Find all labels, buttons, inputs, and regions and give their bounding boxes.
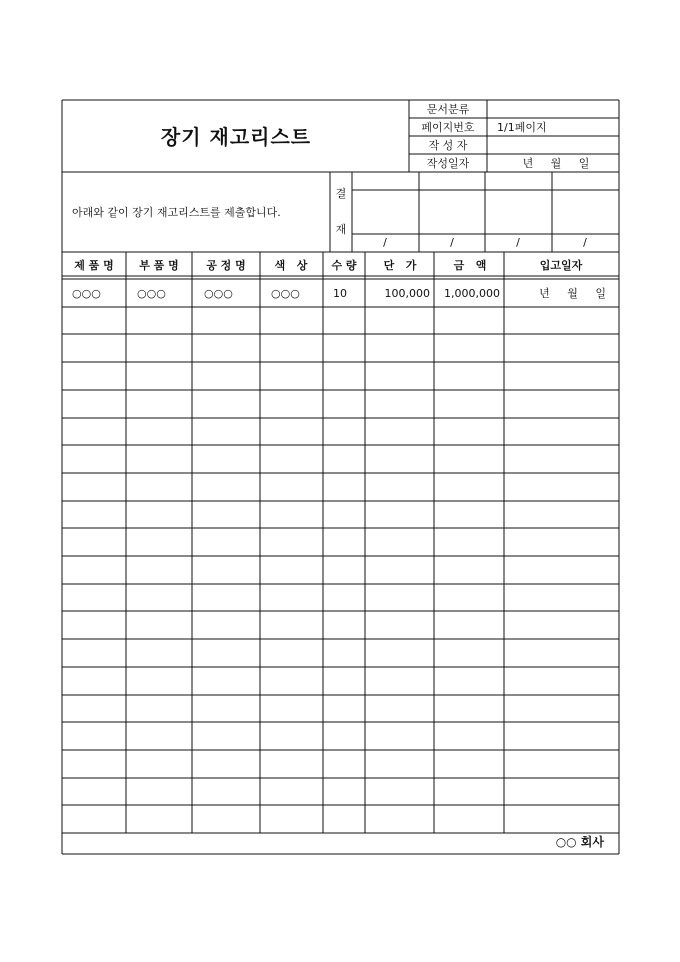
column-header-quantity: 수 량 xyxy=(331,259,357,272)
meta-value-date[interactable]: 년 월 일 xyxy=(522,157,590,170)
table-cell-process: ○○○ xyxy=(204,287,233,300)
table-cell-product: ○○○ xyxy=(72,287,101,300)
approval-date-mark: / xyxy=(450,236,454,249)
column-header-unit-price: 단 가 xyxy=(383,259,417,272)
column-header-process: 공 정 명 xyxy=(206,259,246,272)
meta-label-category: 문서분류 xyxy=(426,103,470,116)
meta-value-page-number: 1/1페이지 xyxy=(497,121,547,134)
meta-label-author: 작 성 자 xyxy=(428,139,468,152)
approval-label-bottom: 재 xyxy=(335,223,347,236)
company-name: ○○ 회사 xyxy=(555,835,604,849)
column-header-receipt-date: 입고일자 xyxy=(539,259,583,272)
table-cell-part: ○○○ xyxy=(137,287,166,300)
table-cell-receipt-date: 년 월 일 xyxy=(539,287,606,300)
column-header-product: 제 품 명 xyxy=(74,259,114,272)
meta-label-page-number: 페이지번호 xyxy=(421,121,475,134)
column-header-color: 색 상 xyxy=(274,259,308,272)
approval-date-mark: / xyxy=(583,236,587,249)
column-header-amount: 금 액 xyxy=(453,259,487,272)
document-title: 장기 재고리스트 xyxy=(160,125,312,149)
intro-text: 아래와 같이 장기 재고리스트를 제출합니다. xyxy=(72,206,281,219)
approval-label-top: 결 xyxy=(335,187,347,200)
meta-label-date: 작성일자 xyxy=(426,157,470,170)
approval-date-mark: / xyxy=(516,236,520,249)
table-cell-color: ○○○ xyxy=(271,287,300,300)
table-cell-quantity: 10 xyxy=(333,287,347,300)
column-header-part: 부 품 명 xyxy=(139,259,179,272)
table-cell-amount: 1,000,000 xyxy=(444,287,500,300)
table-cell-unit-price: 100,000 xyxy=(384,287,430,300)
approval-date-mark: / xyxy=(383,236,387,249)
